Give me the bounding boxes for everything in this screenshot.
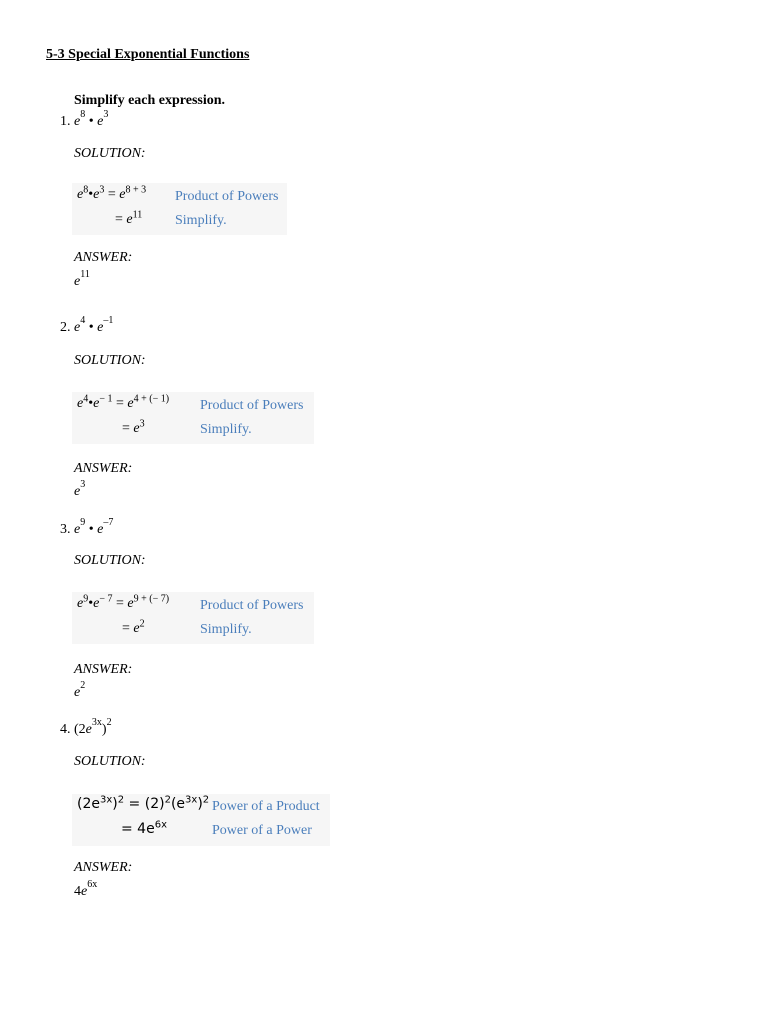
base: e [74, 114, 81, 129]
solution-label: SOLUTION: [74, 353, 146, 368]
solution-step-1: $(2e^{3x})^2 = (2)^2(e^{3x})^2$ [77, 794, 210, 812]
solution-label: SOLUTION: [74, 754, 146, 769]
answer-2: $e^3$ [74, 479, 86, 499]
rule-note: Product of Powers [200, 598, 304, 613]
solution-step-1: $e^9•e^{- 7} = e^{9 + (- 7)}$ [77, 593, 170, 611]
solution-step-1: $e^4•e^{- 1} = e^{4 + (- 1)}$ [77, 393, 170, 411]
solution-step-2: = $e^2$ [122, 618, 145, 636]
solution-box-2 [72, 392, 314, 444]
problem-3: 3. $e^9$ • $e^{-7}$ [60, 517, 114, 537]
answer-label: ANSWER: [74, 662, 133, 677]
solution-step-1: $e^8•e^3 = e^{8 + 3}$ [77, 184, 147, 202]
solution-label: SOLUTION: [74, 553, 146, 568]
operator: • [85, 114, 98, 129]
exponent: 3 [103, 109, 109, 121]
rule-note: Simplify. [200, 622, 252, 637]
answer-3: $e^2$ [74, 680, 86, 700]
rule-note: Product of Powers [200, 398, 304, 413]
rule-note: Simplify. [200, 422, 252, 437]
problem-number: 3. [60, 522, 71, 537]
rule-note: Power of a Power [212, 823, 312, 838]
rule-note: Product of Powers [175, 189, 279, 204]
problem-number: 2. [60, 320, 71, 335]
rule-note: Simplify. [175, 213, 227, 228]
instructions: Simplify each expression. [74, 93, 226, 108]
answer-4: $4e^{6x}$ [74, 879, 98, 899]
exponent: 8 [80, 109, 86, 121]
problem-number: 1. [60, 114, 71, 129]
answer-1: $e^{11}$ [74, 269, 90, 289]
solution-box-4 [72, 794, 330, 846]
answer-label: ANSWER: [74, 250, 133, 265]
page-title: 5-3 Special Exponential Functions [46, 47, 250, 62]
problem-2: 2. $e^4$ • $e^{-1}$ [60, 315, 114, 335]
rule-note: Power of a Product [212, 799, 320, 814]
base: e [97, 114, 104, 129]
answer-label: ANSWER: [74, 461, 133, 476]
problem-4: 4. $(2e^{3x})^2$ [60, 717, 112, 737]
solution-box-3 [72, 592, 314, 644]
problem-1 [60, 109, 109, 130]
answer-label: ANSWER: [74, 860, 133, 875]
solution-box-1 [72, 183, 287, 235]
solution-step-2: = $e^3$ [122, 418, 145, 436]
solution-step-2: = $e^{11}$ [115, 209, 143, 227]
solution-step-2: = $4e^{6x}$ [121, 819, 167, 837]
problem-number: 4. [60, 722, 71, 737]
solution-label: SOLUTION: [74, 146, 146, 161]
